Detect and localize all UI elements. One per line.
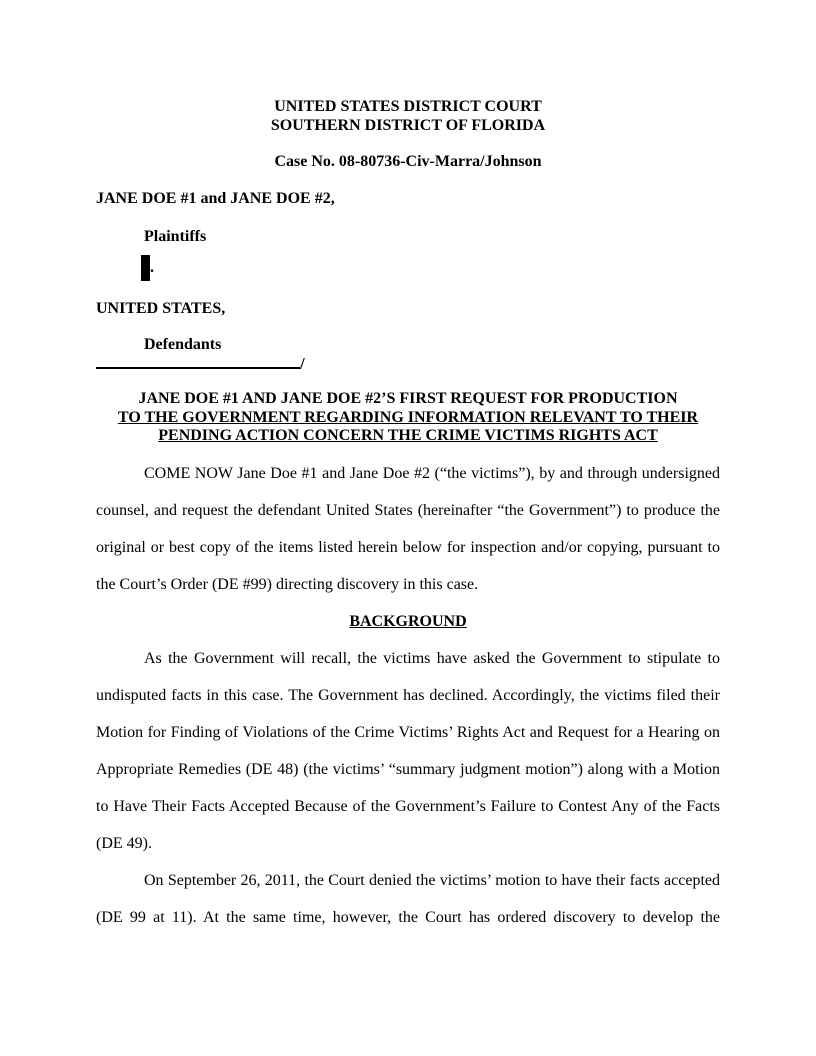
title-line-3: PENDING ACTION CONCERN THE CRIME VICTIMS RIGHTS ACT	[158, 427, 658, 444]
redacted-v-mark	[141, 255, 150, 281]
court-name: UNITED STATES DISTRICT COURT	[274, 98, 542, 115]
plaintiffs-label: Plaintiffs	[144, 228, 207, 245]
intro-paragraph: COME NOW Jane Doe #1 and Jane Doe #2 (“the victims”), by and through undersigned counsel, and request the defendant United States (hereinafter “the Government”) to produce the original or best copy of the items listed herein below for inspection and/or copying, pursuant to the Court’s Order (DE #99) directing discovery in this case.	[96, 464, 720, 593]
caption-separator	[96, 354, 720, 373]
case-caption	[96, 189, 720, 373]
background-heading: BACKGROUND	[349, 612, 467, 630]
document-title	[96, 390, 720, 446]
plaintiff-names: JANE DOE #1 and JANE DOE #2,	[96, 190, 335, 207]
district-name: SOUTHERN DISTRICT OF FLORIDA	[270, 117, 546, 134]
versus-row	[96, 254, 720, 281]
background-paragraph-2: On September 26, 2011, the Court denied the victims’ motion to have their facts accepted (DE 99 at 11). At the same time, however, the Court has ordered discovery to develop the	[96, 871, 720, 926]
document-body	[96, 455, 720, 936]
title-line-2: TO THE GOVERNMENT REGARDING INFORMATION RELEVANT TO THEIR	[117, 408, 699, 426]
defendants-label: Defendants	[144, 336, 222, 353]
background-paragraph-1: As the Government will recall, the victims have asked the Government to stipulate to undisputed facts in this case. The Government has declined. Accordingly, the victims filed their Motion for Finding of Violations of the Crime Victims’ Rights Act and Request for a Hearing on Appropriate Remedies (DE 48) (the victims’ “summary judgment motion”) along with a Motion to Have Their Facts Accepted Because of the Government’s Failure to Contest Any of the Facts (DE 49).	[96, 649, 720, 852]
separator-slash: /	[300, 354, 305, 373]
case-number: Case No. 08-80736-Civ-Marra/Johnson	[274, 153, 542, 170]
versus-period: .	[150, 259, 154, 276]
title-line-1: JANE DOE #1 AND JANE DOE #2’S FIRST REQUEST FOR PRODUCTION	[138, 390, 678, 407]
separator-line	[96, 354, 300, 369]
court-header	[96, 97, 720, 135]
defendant-name: UNITED STATES,	[96, 300, 226, 317]
